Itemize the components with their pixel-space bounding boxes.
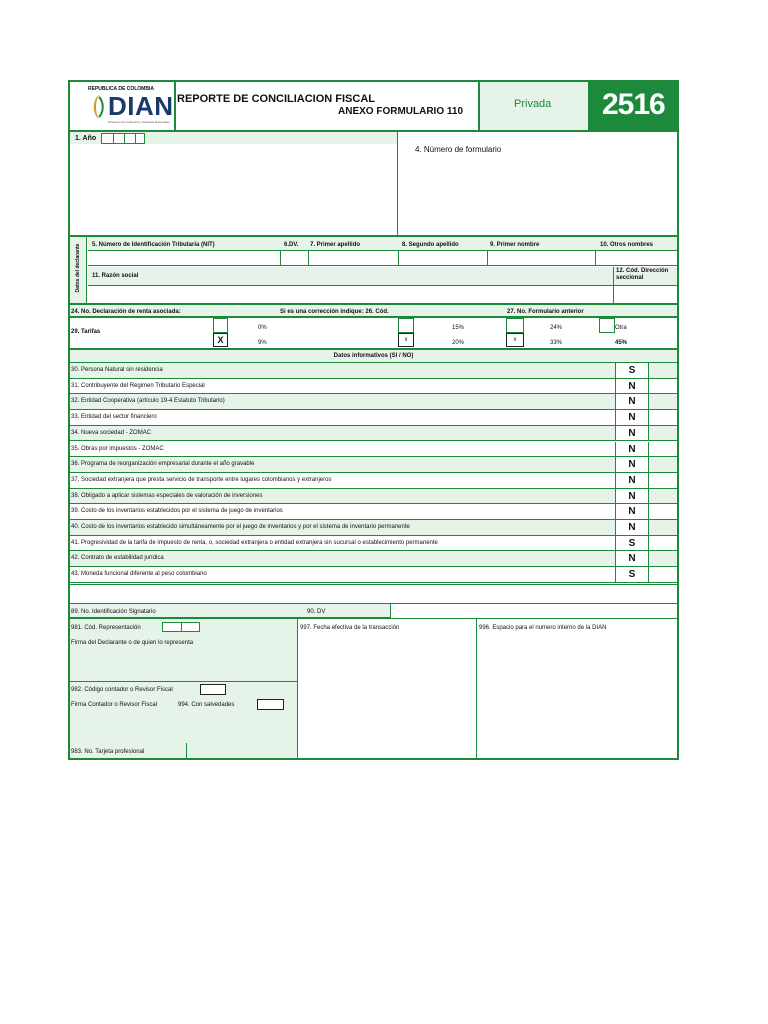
section-code-label: 12. Cód. Dirección seccional <box>616 268 669 281</box>
card-label: 983. No. Tarjeta profesional <box>71 749 145 755</box>
blank-row <box>70 584 677 604</box>
info-row <box>70 457 677 473</box>
first-name-label: 9. Primer nombre <box>490 242 540 248</box>
effective-date-box[interactable] <box>299 619 477 758</box>
info-row-label: 36. Programa de reorganización empresarial durante el año gravable <box>71 461 255 468</box>
accountant-code-label: 982. Código contador o Revisor Fiscal <box>71 687 173 693</box>
info-row-label: 37. Sociedad extranjera que presta servicio de transporte entre lugares colombianos y extranjeros <box>71 476 332 483</box>
rate-33-checkbox[interactable]: x <box>506 333 524 347</box>
previous-form-label: 27. No. Formulario anterior <box>507 309 584 315</box>
form-header <box>70 82 677 132</box>
dian-emblem-icon <box>90 94 108 120</box>
rep-code-label: 981. Cód. Representación <box>71 625 141 631</box>
info-row-answer[interactable]: N <box>615 473 649 488</box>
business-name-label: 11. Razón social <box>92 273 139 279</box>
second-surname-label: 8. Segundo apellido <box>402 242 459 248</box>
logo-text: DIAN <box>108 91 174 121</box>
info-row <box>70 379 677 395</box>
caveats-label: 994. Con salvedades <box>178 702 235 708</box>
dian-space-label: 996. Espacio para el numero interno de la DIAN <box>479 625 607 631</box>
rate-24-label: 24% <box>550 325 563 331</box>
form-title: REPORTE DE CONCILIACION FISCAL <box>177 93 376 105</box>
info-row-label: 35. Obras por impuestos - ZOMAC <box>71 445 164 452</box>
info-row-label: 41. Progresividad de la tarifa de impuesto de renta, o, sociedad extranjera o entidad extranjera sin sucursal o establecimiento permanente <box>71 539 438 546</box>
info-row-answer[interactable]: N <box>615 457 649 472</box>
rates-label: 29. Tarifas <box>71 329 101 335</box>
info-row-answer[interactable]: N <box>615 520 649 535</box>
section-declarant <box>70 237 677 305</box>
info-row-answer[interactable]: N <box>615 426 649 441</box>
info-row-answer[interactable]: N <box>615 410 649 425</box>
signatory-dv-input[interactable] <box>391 604 677 618</box>
signatory-row <box>70 603 677 619</box>
info-row-answer[interactable]: N <box>615 551 649 566</box>
privacy-label: Privada <box>514 98 552 110</box>
info-row-answer[interactable]: N <box>615 394 649 409</box>
first-surname-label: 7. Primer apellido <box>310 242 361 248</box>
income-declaration-label: 24. No. Declaración de renta asociada: <box>71 309 181 315</box>
form-number-field-label: 4. Número de formulario <box>415 145 502 154</box>
info-row <box>70 551 677 567</box>
info-row <box>70 363 677 379</box>
form-number-box <box>588 82 677 130</box>
other-names-label: 10. Otros nombres <box>600 242 654 248</box>
dian-space-box <box>478 619 677 758</box>
rate-other-label: Otra <box>615 325 627 331</box>
accountant-signature-label: Firma Contador o Revisor Fiscal <box>71 702 158 708</box>
section-info <box>70 350 677 584</box>
rep-code-input[interactable] <box>162 622 200 632</box>
year-field <box>70 132 397 144</box>
info-row-label: 40. Costo de los inventarios establecido simultáneamente por el juego de inventarios y por el sistema de inventario permanente <box>71 524 410 530</box>
info-row-answer[interactable]: N <box>615 489 649 504</box>
nit-label: 5. Número de Identificación Tributaria (NIT) <box>92 242 215 248</box>
info-row-label: 31. Contribuyente del Régimen Tributario Especial <box>71 382 205 389</box>
info-row-label: 42. Contrato de estabilidad jurídica <box>71 555 164 562</box>
rate-15-checkbox[interactable] <box>398 318 414 333</box>
rate-24-checkbox[interactable] <box>506 318 524 333</box>
info-row-answer[interactable]: N <box>615 379 649 394</box>
section-income <box>70 305 677 350</box>
dian-logo <box>70 82 176 130</box>
info-row-label: 33. Entidad del sector financiero <box>71 414 157 421</box>
info-row <box>70 442 677 458</box>
info-title: Datos informativos (SI / NO) <box>333 353 414 359</box>
info-row-label: 34. Nueva sociedad - ZOMAC <box>71 429 152 436</box>
rate-20-label: 20% <box>452 340 465 346</box>
info-row-label: 30. Persona Natural sin residencia <box>71 367 163 373</box>
info-row-answer[interactable]: N <box>615 504 649 519</box>
info-row-answer[interactable]: S <box>615 536 649 551</box>
logo-country: REPUBLICA DE COLOMBIA <box>88 86 154 92</box>
form-number-input[interactable] <box>415 158 670 230</box>
info-row <box>70 489 677 505</box>
caveats-checkbox[interactable] <box>257 699 284 710</box>
year-input[interactable] <box>101 133 145 144</box>
correction-label: Si es una corrección indique: 26. Cód. <box>280 309 389 315</box>
signature-area <box>70 619 677 758</box>
info-row <box>70 567 677 583</box>
info-list <box>70 363 677 583</box>
info-row <box>70 520 677 536</box>
rate-15-label: 15% <box>452 325 465 331</box>
tax-form <box>68 80 679 760</box>
info-row <box>70 394 677 410</box>
info-row-answer[interactable]: S <box>615 363 649 378</box>
section-year <box>70 132 677 237</box>
effective-date-label: 997. Fecha efectiva de la transacción <box>300 625 400 631</box>
rate-20-checkbox[interactable]: x <box>398 333 414 347</box>
signatory-id-label: 89. No. Identificación Signatario <box>71 609 156 615</box>
info-row-answer[interactable]: S <box>615 567 649 582</box>
rate-9-checkbox[interactable]: X <box>213 333 228 347</box>
dv-label: 6.DV. <box>284 242 299 248</box>
info-row-answer[interactable]: N <box>615 442 649 457</box>
logo-tagline: Dirección de Impuestos y Aduanas Nacionales <box>108 120 170 124</box>
form-number: 2516 <box>602 88 665 121</box>
info-row-label: 39. Costo de los inventarios establecidos por el sistema de juego de inventarios <box>71 508 283 515</box>
info-row <box>70 473 677 489</box>
info-row-label: 32. Entidad Cooperativa (artículo 19-4 Estatuto Tributario) <box>71 398 225 405</box>
form-subtitle: ANEXO FORMULARIO 110 <box>338 106 464 117</box>
info-row-label: 43. Moneda funcional diferente al peso colombiano <box>71 571 207 578</box>
year-label: 1. Año <box>75 135 97 142</box>
rate-45-label: 45% <box>615 340 628 346</box>
rate-0-checkbox[interactable] <box>213 318 228 333</box>
rate-0-label: 0% <box>258 325 267 331</box>
business-name-input[interactable] <box>88 285 677 303</box>
rate-33-label: 33% <box>550 340 563 346</box>
declarant-side-label-box <box>70 237 87 303</box>
declarant-signature-label: Firma del Declarante o de quien lo representa <box>71 640 194 646</box>
info-row <box>70 426 677 442</box>
accountant-code-input[interactable] <box>200 684 226 695</box>
info-row <box>70 410 677 426</box>
info-row <box>70 536 677 552</box>
info-row-label: 38. Obligado a aplicar sistemas especiales de valoración de inversiones <box>71 492 263 499</box>
signatory-dv-label: 90. DV <box>307 609 326 615</box>
declarant-side-label: Datos del declarante <box>75 243 81 293</box>
rate-9-label: 9% <box>258 340 267 346</box>
privacy-box <box>478 82 588 130</box>
declarant-name-inputs[interactable] <box>88 251 677 266</box>
rate-other-checkbox[interactable] <box>599 318 615 333</box>
info-row <box>70 504 677 520</box>
